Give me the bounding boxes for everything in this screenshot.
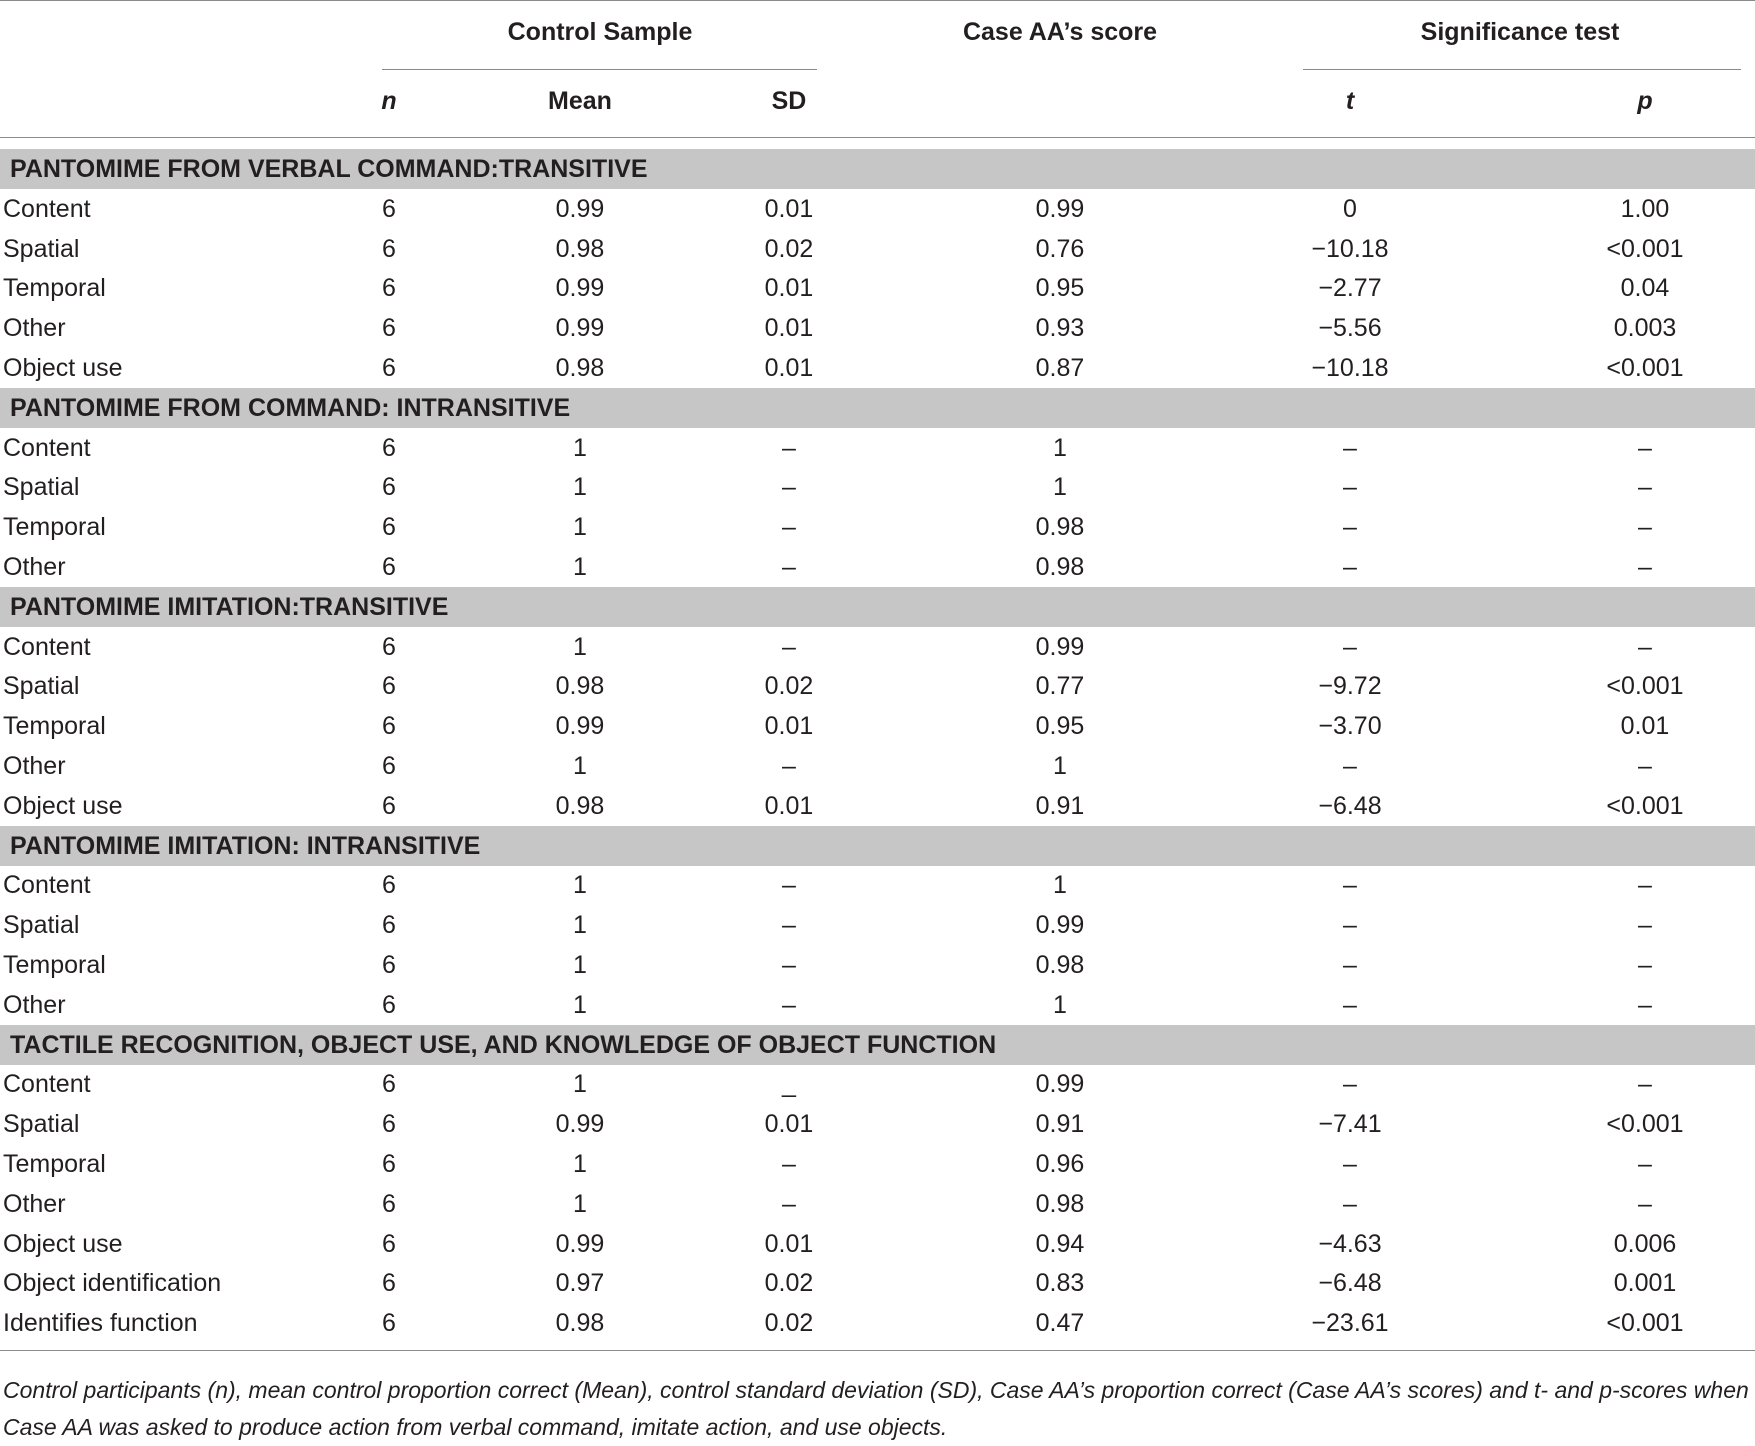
table-row <box>0 1064 1755 1104</box>
cell-t: – <box>1343 553 1357 581</box>
cell-label: Temporal <box>3 1150 106 1178</box>
cell-case: 1 <box>1053 473 1067 502</box>
cell-sd: 0.01 <box>764 712 814 741</box>
cell-mean: 0.99 <box>555 274 605 303</box>
cell-mean: 0.99 <box>555 1110 605 1139</box>
cell-label: Spatial <box>3 1110 80 1139</box>
section-header <box>0 388 1755 428</box>
cell-p: – <box>1638 632 1652 661</box>
cell-p: – <box>1638 871 1652 900</box>
cell-p: <0.001 <box>1606 1309 1684 1338</box>
cell-label: Other <box>3 1189 66 1218</box>
cell-label: Temporal <box>3 951 106 979</box>
cell-p: 0.006 <box>1613 1229 1677 1258</box>
cell-case: 0.87 <box>1035 354 1085 382</box>
cell-label: Object use <box>3 791 123 820</box>
section-title: PANTOMIME IMITATION:TRANSITIVE <box>10 592 449 621</box>
table-row <box>0 945 1755 985</box>
cell-label: Spatial <box>3 672 80 701</box>
cell-label: Other <box>3 752 66 780</box>
header-control-sample: Control Sample <box>507 18 693 46</box>
cell-case: 0.76 <box>1035 234 1085 263</box>
cell-sd: – <box>782 752 796 780</box>
cell-mean: 1 <box>573 1189 587 1218</box>
table-row <box>0 547 1755 587</box>
cell-case: 0.98 <box>1035 951 1085 979</box>
header-t: t <box>1345 87 1355 115</box>
cell-label: Spatial <box>3 911 80 940</box>
cell-n: 6 <box>382 553 396 581</box>
cell-label: Spatial <box>3 234 80 263</box>
cell-mean: 1 <box>573 632 587 661</box>
cell-sd: _ <box>782 1070 796 1099</box>
table-row <box>0 507 1755 547</box>
cell-label: Object use <box>3 354 123 382</box>
cell-case: 0.94 <box>1035 1229 1085 1258</box>
cell-sd: – <box>782 513 796 542</box>
cell-label: Content <box>3 433 91 462</box>
cell-mean: 0.98 <box>555 234 605 263</box>
cell-p: 0.003 <box>1613 314 1677 343</box>
cell-t: 0 <box>1343 194 1357 223</box>
cell-p: – <box>1638 1070 1652 1099</box>
cell-sd: – <box>782 911 796 940</box>
cell-p: – <box>1638 513 1652 542</box>
cell-t: – <box>1343 1189 1357 1218</box>
cell-mean: 0.99 <box>555 194 605 223</box>
cell-case: 0.99 <box>1035 911 1085 940</box>
cell-mean: 0.99 <box>555 712 605 741</box>
table-row <box>0 666 1755 706</box>
control-sample-rule <box>382 69 817 70</box>
cell-mean: 0.98 <box>555 1309 605 1338</box>
table-row <box>0 1224 1755 1264</box>
cell-case: 0.91 <box>1035 791 1085 820</box>
cell-p: – <box>1638 1189 1652 1218</box>
cell-case: 0.98 <box>1035 1189 1085 1218</box>
cell-case: 0.83 <box>1035 1269 1085 1298</box>
cell-n: 6 <box>382 712 396 741</box>
cell-label: Temporal <box>3 274 106 303</box>
cell-t: – <box>1343 433 1357 462</box>
bottom-rule <box>0 1350 1755 1351</box>
cell-p: – <box>1638 951 1652 979</box>
cell-p: – <box>1638 473 1652 502</box>
cell-n: 6 <box>382 354 396 382</box>
cell-t: – <box>1343 1070 1357 1099</box>
section-header <box>0 1025 1755 1065</box>
header-p: p <box>1637 87 1653 115</box>
cell-mean: 0.97 <box>555 1269 605 1298</box>
cell-mean: 1 <box>573 1150 587 1178</box>
cell-sd: – <box>782 632 796 661</box>
cell-label: Other <box>3 990 66 1019</box>
cell-case: 0.93 <box>1035 314 1085 343</box>
cell-t: – <box>1343 990 1357 1019</box>
cell-n: 6 <box>382 871 396 900</box>
cell-mean: 1 <box>573 473 587 502</box>
cell-t: −4.63 <box>1318 1229 1382 1258</box>
cell-label: Content <box>3 194 91 223</box>
cell-t: −10.18 <box>1311 234 1389 263</box>
cell-mean: 1 <box>573 513 587 542</box>
cell-sd: 0.01 <box>764 1110 814 1139</box>
header-sd: SD <box>771 87 807 115</box>
cell-mean: 1 <box>573 911 587 940</box>
table-row <box>0 1263 1755 1303</box>
cell-label: Content <box>3 871 91 900</box>
cell-n: 6 <box>382 990 396 1019</box>
table-footnote: Control participants (n), mean control proportion correct (Mean), control standard deviation (SD), Case AA’s proportion correct (Case AA’s scores) and t- and p-scores when Case AA was asked to produce action from verbal command, imitate action, and use objects. <box>3 1377 1749 1440</box>
cell-n: 6 <box>382 314 396 343</box>
cell-p: <0.001 <box>1606 672 1684 701</box>
table-row <box>0 1184 1755 1224</box>
cell-sd: 0.01 <box>764 274 814 303</box>
cell-n: 6 <box>382 1189 396 1218</box>
cell-t: −2.77 <box>1318 274 1382 303</box>
cell-mean: 1 <box>573 752 587 780</box>
cell-case: 0.95 <box>1035 712 1085 741</box>
cell-t: – <box>1343 513 1357 542</box>
cell-n: 6 <box>382 1110 396 1139</box>
section-title: PANTOMIME FROM COMMAND: INTRANSITIVE <box>10 393 571 422</box>
cell-n: 6 <box>382 791 396 820</box>
header-significance-test: Significance test <box>1420 18 1620 46</box>
cell-p: 0.04 <box>1620 274 1670 303</box>
cell-n: 6 <box>382 473 396 502</box>
cell-sd: 0.01 <box>764 354 814 382</box>
cell-sd: – <box>782 1150 796 1178</box>
cell-label: Other <box>3 553 66 581</box>
cell-t: – <box>1343 911 1357 940</box>
cell-n: 6 <box>382 433 396 462</box>
cell-t: −3.70 <box>1318 712 1382 741</box>
cell-mean: 1 <box>573 951 587 979</box>
cell-label: Identifies function <box>3 1309 198 1338</box>
header-rule <box>0 137 1755 138</box>
cell-mean: 1 <box>573 433 587 462</box>
cell-t: – <box>1343 1150 1357 1178</box>
cell-label: Content <box>3 1070 91 1099</box>
cell-case: 0.99 <box>1035 632 1085 661</box>
cell-label: Other <box>3 314 66 343</box>
cell-mean: 0.98 <box>555 354 605 382</box>
cell-n: 6 <box>382 274 396 303</box>
cell-sd: 0.02 <box>764 234 814 263</box>
cell-sd: 0.01 <box>764 1229 814 1258</box>
header-n: n <box>381 87 397 115</box>
cell-t: – <box>1343 632 1357 661</box>
cell-mean: 1 <box>573 990 587 1019</box>
section-header <box>0 587 1755 627</box>
cell-n: 6 <box>382 752 396 780</box>
cell-sd: 0.01 <box>764 314 814 343</box>
cell-label: Temporal <box>3 513 106 542</box>
cell-t: – <box>1343 951 1357 979</box>
cell-t: −6.48 <box>1318 1269 1382 1298</box>
cell-case: 0.99 <box>1035 1070 1085 1099</box>
cell-n: 6 <box>382 1229 396 1258</box>
cell-sd: 0.02 <box>764 1269 814 1298</box>
cell-n: 6 <box>382 951 396 979</box>
cell-case: 0.95 <box>1035 274 1085 303</box>
cell-mean: 0.99 <box>555 1229 605 1258</box>
cell-n: 6 <box>382 672 396 701</box>
cell-n: 6 <box>382 1150 396 1178</box>
cell-mean: 0.98 <box>555 672 605 701</box>
cell-n: 6 <box>382 234 396 263</box>
header-case-score: Case AA’s score <box>962 18 1158 46</box>
section-title: PANTOMIME IMITATION: INTRANSITIVE <box>10 831 481 860</box>
cell-case: 0.98 <box>1035 553 1085 581</box>
cell-label: Content <box>3 632 91 661</box>
cell-t: −5.56 <box>1318 314 1382 343</box>
table-row <box>0 308 1755 348</box>
table-row <box>0 865 1755 905</box>
cell-n: 6 <box>382 911 396 940</box>
cell-n: 6 <box>382 513 396 542</box>
cell-p: – <box>1638 990 1652 1019</box>
cell-p: 0.001 <box>1613 1269 1677 1298</box>
cell-mean: 1 <box>573 871 587 900</box>
cell-sd: – <box>782 951 796 979</box>
table-row <box>0 189 1755 229</box>
cell-p: <0.001 <box>1606 354 1684 382</box>
table-row <box>0 467 1755 507</box>
cell-label: Object use <box>3 1229 123 1258</box>
cell-p: 1.00 <box>1620 194 1670 223</box>
cell-t: −6.48 <box>1318 791 1382 820</box>
cell-p: <0.001 <box>1606 234 1684 263</box>
cell-sd: – <box>782 433 796 462</box>
cell-t: −23.61 <box>1311 1309 1389 1338</box>
cell-p: – <box>1638 553 1652 581</box>
cell-case: 1 <box>1053 871 1067 900</box>
cell-n: 6 <box>382 1269 396 1298</box>
cell-p: – <box>1638 1150 1652 1178</box>
cell-sd: – <box>782 473 796 502</box>
cell-sd: 0.01 <box>764 791 814 820</box>
table-row <box>0 985 1755 1025</box>
cell-case: 1 <box>1053 990 1067 1019</box>
table-row <box>0 746 1755 786</box>
cell-p: <0.001 <box>1606 1110 1684 1139</box>
cell-t: – <box>1343 752 1357 780</box>
cell-sd: 0.02 <box>764 672 814 701</box>
cell-sd: 0.01 <box>764 194 814 223</box>
cell-n: 6 <box>382 194 396 223</box>
table-row <box>0 268 1755 308</box>
cell-case: 0.98 <box>1035 513 1085 542</box>
cell-p: – <box>1638 433 1652 462</box>
cell-n: 6 <box>382 1309 396 1338</box>
cell-case: 1 <box>1053 752 1067 780</box>
cell-label: Object identification <box>3 1269 222 1298</box>
cell-t: – <box>1343 473 1357 502</box>
table-row <box>0 786 1755 826</box>
cell-label: Spatial <box>3 473 80 502</box>
cell-sd: 0.02 <box>764 1309 814 1338</box>
section-header <box>0 826 1755 866</box>
cell-mean: 1 <box>573 553 587 581</box>
cell-t: −7.41 <box>1318 1110 1382 1139</box>
cell-p: – <box>1638 911 1652 940</box>
cell-t: −10.18 <box>1311 354 1389 382</box>
significance-rule <box>1303 69 1741 70</box>
cell-p: 0.01 <box>1620 712 1670 741</box>
table-row <box>0 1303 1755 1343</box>
table-row <box>0 706 1755 746</box>
table-row <box>0 1104 1755 1144</box>
table-row <box>0 348 1755 388</box>
cell-t: −9.72 <box>1318 672 1382 701</box>
table-row <box>0 905 1755 945</box>
cell-label: Temporal <box>3 712 106 741</box>
cell-n: 6 <box>382 1070 396 1099</box>
cell-n: 6 <box>382 632 396 661</box>
cell-t: – <box>1343 871 1357 900</box>
cell-case: 0.99 <box>1035 194 1085 223</box>
cell-mean: 0.99 <box>555 314 605 343</box>
top-rule <box>0 0 1755 1</box>
section-title: TACTILE RECOGNITION, OBJECT USE, AND KNOWLEDGE OF OBJECT FUNCTION <box>10 1030 997 1059</box>
table-row <box>0 229 1755 269</box>
header-mean: Mean <box>548 87 612 115</box>
section-header <box>0 149 1755 189</box>
cell-mean: 0.98 <box>555 791 605 820</box>
cell-sd: – <box>782 990 796 1019</box>
table-row <box>0 428 1755 468</box>
cell-p: <0.001 <box>1606 791 1684 820</box>
cell-case: 0.96 <box>1035 1150 1085 1178</box>
cell-case: 0.91 <box>1035 1110 1085 1139</box>
table-row <box>0 627 1755 667</box>
cell-case: 0.77 <box>1035 672 1085 701</box>
cell-sd: – <box>782 1189 796 1218</box>
cell-case: 0.47 <box>1035 1309 1085 1338</box>
cell-mean: 1 <box>573 1070 587 1099</box>
cell-sd: – <box>782 553 796 581</box>
cell-case: 1 <box>1053 433 1067 462</box>
table-row <box>0 1144 1755 1184</box>
section-title: PANTOMIME FROM VERBAL COMMAND:TRANSITIVE <box>10 155 648 183</box>
cell-sd: – <box>782 871 796 900</box>
cell-p: – <box>1638 752 1652 780</box>
